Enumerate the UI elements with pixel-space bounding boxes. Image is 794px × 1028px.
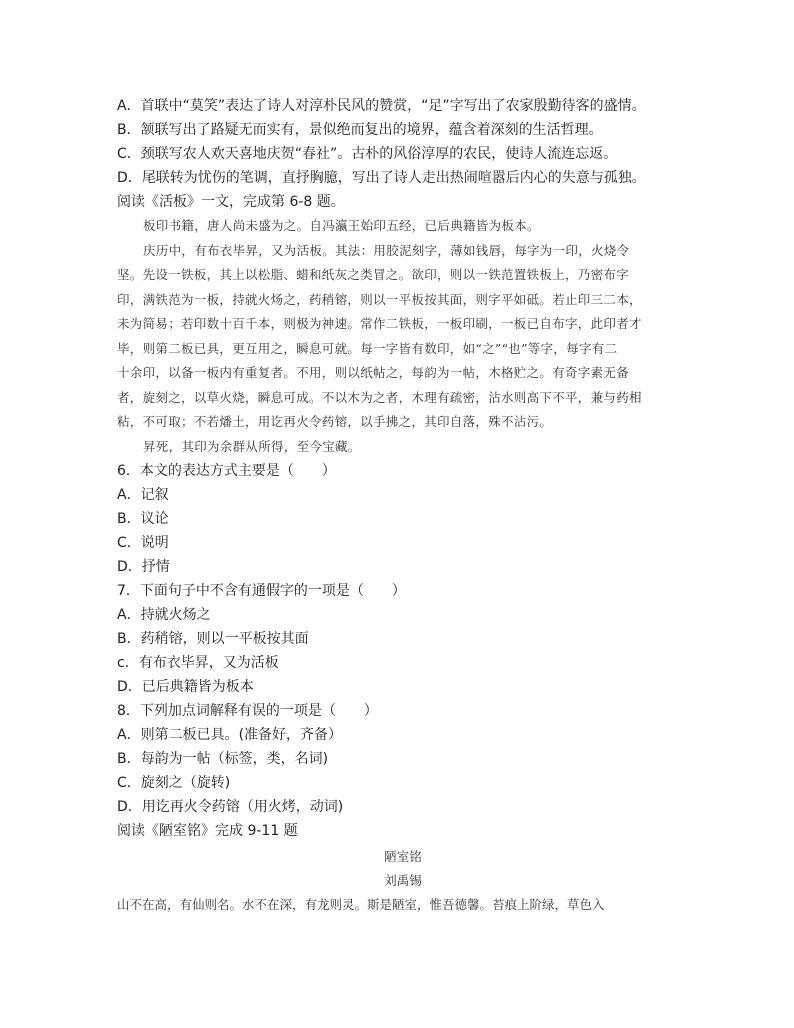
poem-first-line: 山不在高，有仙则名。水不在深，有龙则灵。斯是陋室，惟吾德馨。苔痕上阶绿，草色入 — [117, 897, 605, 912]
reading2-intro: 阅读《陋室铭》完成 9-11 题 — [117, 823, 298, 839]
q7-option-b: B．药稍镕，则以一平板按其面 — [117, 631, 309, 647]
q7-option-a: A．持就火炀之 — [117, 607, 211, 623]
reading1-intro: 阅读《活板》一文，完成第 6-8 题。 — [117, 194, 345, 210]
q7-option-c: c．有布衣毕昇，又为活板 — [117, 655, 279, 671]
q5-option-a: A．首联中“莫笑”表达了诗人对淳朴民风的赞赏，“足”字写出了农家殷勤待客的盛情。 — [117, 98, 646, 114]
q5-option-b: B．颔联写出了路疑无而实有，景似绝而复出的境界，蕴含着深刻的生活哲理。 — [117, 122, 603, 138]
passage-line: 者，旋刻之，以草火烧，瞬息可成。不以木为之者，木理有疏密，沾水则高下不平，兼与药相 — [117, 389, 642, 405]
passage-line: 板印书籍，唐人尚未盛为之。自冯瀛王始印五经，已后典籍皆为板本。 — [143, 218, 540, 233]
huoban-passage — [117, 214, 689, 459]
q8-option-c: C．旋刻之（旋转) — [117, 775, 231, 791]
q5-option-c: C．颈联写农人欢天喜地庆贺“春社”。古朴的风俗淳厚的农民，使诗人流连忘返。 — [117, 146, 618, 162]
passage-line: 庆历中，有布衣毕昇，又为活板。其法：用胶泥刻字，薄如钱唇，每字为一印，火烧令 — [143, 242, 630, 258]
passage-line: 粘，不可取；不若燔土，用讫再火令药镕，以手拂之，其印自落，殊不沾污。 — [117, 414, 553, 429]
document-page — [117, 94, 689, 917]
q6-stem: 6．本文的表达方式主要是（ ） — [117, 463, 336, 479]
q8-stem: 8．下列加点词解释有误的一项是（ ） — [117, 703, 378, 719]
q6-option-d: D．抒情 — [117, 559, 170, 575]
passage-line: 未为简易；若印数十百千本，则极为神速。常作二铁板，一板印刷，一板已自布字，此印者才 — [117, 316, 642, 331]
q6-option-a: A．记叙 — [117, 487, 169, 503]
passage-line: 昇死，其印为余群从所得，至今宝藏。 — [143, 438, 361, 454]
q8-option-b: B．每韵为一帖（标签，类，名词) — [117, 751, 329, 767]
poem-title: 陋室铭 — [384, 849, 422, 864]
passage-line: 毕，则第二板已具，更互用之，瞬息可就。每一字皆有数印，如“之”“也”等字，每字有二 — [117, 340, 618, 356]
q5-option-d: D．尾联转为忧伤的笔调，直抒胸臆，写出了诗人走出热闹喧嚣后内心的失意与孤独。 — [117, 170, 646, 186]
poem-author: 刘禹锡 — [384, 873, 422, 888]
q8-option-a: A．则第二板已具。(准备好，齐备） — [117, 727, 343, 743]
question-7 — [117, 579, 689, 699]
passage-line: 印，满铁范为一板，持就火炀之，药稍镕，则以一平板按其面，则字平如砥。若止印三二本， — [117, 291, 642, 307]
q7-stem: 7．下面句子中不含有通假字的一项是（ ） — [117, 583, 406, 599]
passage-line: 坚。先设一铁板，其上以松脂、蜡和纸灰之类冒之。欲印，则以一铁范置铁板上，乃密布字 — [117, 267, 630, 282]
passage-line: 十余印，以备一板内有重复者。不用，则以纸帖之，每韵为一帖，木格贮之。有奇字素无备 — [117, 365, 630, 380]
q7-option-d: D．已后典籍皆为板本 — [117, 679, 254, 695]
q6-option-c: C．说明 — [117, 535, 169, 551]
q5-options — [117, 94, 689, 190]
question-6 — [117, 459, 689, 579]
question-8 — [117, 699, 689, 819]
q8-option-d: D．用讫再火令药镕（用火烤，动词) — [117, 799, 344, 815]
q6-option-b: B．议论 — [117, 511, 169, 527]
